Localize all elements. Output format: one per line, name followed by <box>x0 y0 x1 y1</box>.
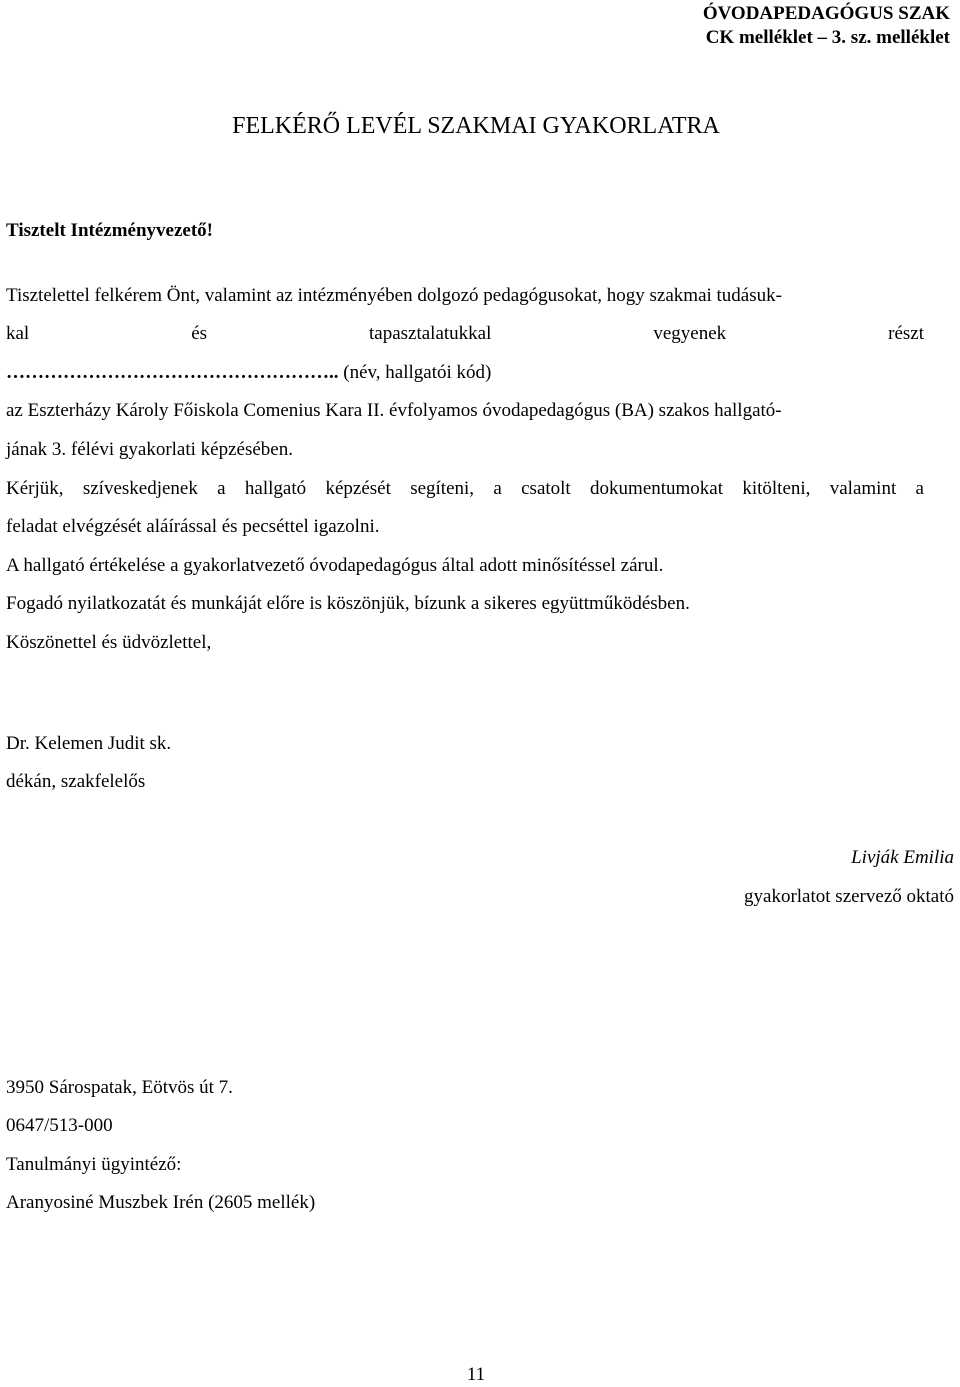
document-header <box>703 2 950 50</box>
word: kal <box>6 323 30 344</box>
contact-phone: 0647/513-000 <box>6 1115 113 1136</box>
word: részt <box>888 323 924 344</box>
page-number: 11 <box>466 1364 486 1385</box>
paragraph-1-line-5: jának 3. félévi gyakorlati képzésében. <box>6 439 293 460</box>
salutation: Tisztelt Intézményvezető! <box>6 220 213 241</box>
paragraph-1-line-3 <box>6 362 491 384</box>
header-program: ÓVODAPEDAGÓGUS SZAK <box>702 3 950 24</box>
paragraph-1-line-1: Tisztelettel felkérem Önt, valamint az intézményében dolgozó pedagógusokat, hogy szakmai tudásuk- <box>6 285 782 306</box>
organizer-name: Livják Emilia <box>851 847 954 868</box>
dean-role: dékán, szakfelelős <box>6 771 146 792</box>
contact-label: Tanulmányi ügyintéző: <box>6 1154 182 1175</box>
paragraph-2-line-1: Kérjük, szíveskedjenek a hallgató képzését segíteni, a csatolt dokumentumokat kitölteni, valamint a <box>6 478 924 499</box>
closing-phrase: Köszönettel és üdvözlettel, <box>6 632 212 653</box>
name-fill-in-dots: …………………………………………….. <box>6 362 339 383</box>
header-appendix: CK melléklet – 3. sz. melléklet <box>705 27 950 48</box>
contact-address: 3950 Sárospatak, Eötvös út 7. <box>6 1077 233 1098</box>
organizer-role: gyakorlatot szervező oktató <box>744 886 954 907</box>
word: és <box>191 323 208 344</box>
paragraph-3: A hallgató értékelése a gyakorlatvezető óvodapedagógus által adott minősítéssel zárul. <box>6 555 664 576</box>
dean-name: Dr. Kelemen Judit sk. <box>6 733 172 754</box>
document-title: FELKÉRŐ LEVÉL SZAKMAI GYAKORLATRA <box>232 113 720 139</box>
word: vegyenek <box>653 323 727 344</box>
paragraph-1-line-4: az Eszterházy Károly Főiskola Comenius Kara II. évfolyamos óvodapedagógus (BA) szakos hallgató- <box>6 400 782 421</box>
word: tapasztalatukkal <box>368 323 492 344</box>
name-code-hint: (név, hallgatói kód) <box>338 362 492 383</box>
paragraph-4: Fogadó nyilatkozatát és munkáját előre is köszönjük, bízunk a sikeres együttműködésben. <box>6 593 690 614</box>
contact-person: Aranyosiné Muszbek Irén (2605 mellék) <box>6 1192 316 1213</box>
paragraph-2-line-2: feladat elvégzését aláírással és pecséttel igazolni. <box>6 516 380 537</box>
paragraph-1-line-2 <box>6 323 924 345</box>
